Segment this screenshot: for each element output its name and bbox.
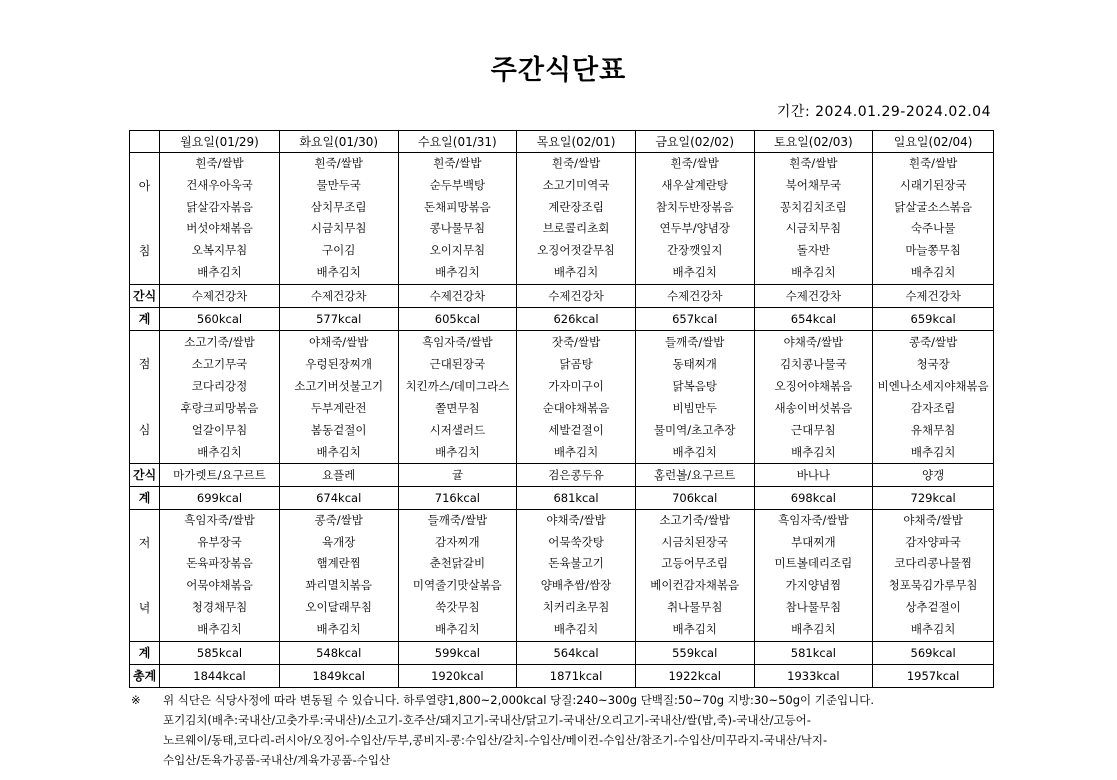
menu-item: 쑥갓무침	[435, 599, 480, 614]
menu-item: 가지양념찜	[785, 578, 842, 593]
day-header: 월요일(01/29)	[160, 131, 280, 153]
menu-item: 흑임자죽/쌀밥	[778, 512, 849, 527]
note-mark: ※	[131, 693, 141, 707]
period-range: 기간: 2024.01.29-2024.02.04	[776, 104, 991, 120]
menu-item: 콩죽/쌀밥	[908, 334, 958, 349]
menu-item: 감자조림	[910, 400, 956, 415]
menu-item: 베이컨감자채볶음	[650, 578, 740, 593]
notes	[131, 690, 961, 770]
menu-item: 순대야채볶음	[542, 400, 610, 415]
dinner-cell	[517, 509, 636, 641]
menu-item: 참나물무침	[785, 599, 842, 614]
page-title: 주간식단표	[490, 55, 627, 86]
snack2-value: 검은콩두유	[517, 463, 636, 486]
breakfast-cell	[754, 153, 873, 285]
breakfast-label-char: 침	[138, 244, 151, 259]
menu-item: 배추김치	[910, 264, 956, 279]
menu-item: 상추겉절이	[905, 599, 961, 614]
menu-item: 두부계란전	[310, 400, 367, 415]
menu-item: 시금치무침	[310, 221, 367, 236]
note-line: 위 식단은 식당사정에 따라 변동될 수 있습니다. 하루열량1,800~2,000kcal 당질:240~300g 단백질:50~70g 지방:30~50g이 기준입니다.	[163, 693, 875, 707]
menu-item: 콩나물무침	[429, 221, 486, 236]
total2-value: 674kcal	[279, 486, 398, 509]
total2-value: 716kcal	[398, 486, 517, 509]
menu-item: 청국장	[916, 356, 950, 371]
menu-item: 북어채무국	[785, 177, 842, 192]
menu-item: 들깨죽/쌀밥	[665, 334, 725, 349]
menu-item: 참치두반장볶음	[655, 199, 734, 214]
snack2-value: 마가렛트/요구르트	[160, 463, 280, 486]
menu-item: 오복지무침	[191, 243, 248, 258]
total1-value: 654kcal	[754, 307, 873, 330]
menu-item: 흰죽/쌀밥	[670, 156, 719, 170]
menu-item: 돈채피망볶음	[424, 199, 491, 214]
snack2-value: 요플레	[279, 463, 398, 486]
menu-item: 배추김치	[197, 444, 242, 459]
menu-item: 오징어젓갈무침	[537, 243, 615, 258]
total1-value: 560kcal	[160, 307, 280, 330]
breakfast-label	[130, 153, 160, 285]
menu-item: 근대무침	[791, 422, 836, 437]
breakfast-label-char: 아	[138, 179, 151, 194]
grand_total-value: 1933kcal	[754, 664, 873, 687]
total3-value: 569kcal	[873, 641, 994, 664]
menu-item: 근대된장국	[429, 356, 486, 371]
total3-value: 548kcal	[279, 641, 398, 664]
dinner-cell	[873, 509, 994, 641]
lunch-cell	[398, 330, 517, 463]
menu-item: 부대찌개	[791, 534, 836, 549]
menu-item: 마늘쫑무침	[905, 243, 961, 258]
total3-value: 599kcal	[398, 641, 517, 664]
day-header: 토요일(02/03)	[754, 131, 873, 153]
menu-item: 배추김치	[435, 444, 480, 459]
menu-item: 배추김치	[316, 444, 361, 459]
lunch-cell	[160, 330, 280, 463]
menu-item: 배추김치	[910, 444, 956, 459]
total1-value: 605kcal	[398, 307, 517, 330]
menu-item: 배추김치	[553, 444, 599, 459]
menu-item: 닭살굴소스볶음	[894, 199, 972, 214]
menu-item: 배추김치	[435, 621, 480, 636]
menu-item: 닭복음탕	[672, 378, 717, 393]
snack2-value: 바나나	[754, 463, 873, 486]
snack1-value: 수제건강차	[160, 284, 280, 307]
menu-item: 춘천닭갈비	[429, 556, 486, 571]
note-line: 수입산/돈육가공품-국내산/계육가공품-수입산	[163, 753, 391, 767]
menu-item: 흰죽/쌀밥	[314, 156, 363, 170]
menu-item: 햄계란찜	[316, 556, 361, 571]
total2-label: 계	[130, 486, 160, 509]
menu-item: 계란장조림	[548, 199, 604, 214]
menu-item: 물만두국	[316, 177, 361, 192]
menu-item: 오징어야채볶음	[774, 378, 853, 393]
menu-item: 배추김치	[672, 621, 717, 636]
menu-item: 배추김치	[435, 264, 480, 279]
menu-item: 배추김치	[672, 264, 717, 279]
dinner-label-char: 저	[138, 536, 151, 551]
lunch-label-char: 심	[138, 423, 151, 438]
total2-value: 729kcal	[873, 486, 994, 509]
menu-item: 닭곰탕	[559, 356, 593, 371]
menu-item: 유채무침	[910, 422, 956, 437]
lunch-cell	[754, 330, 873, 463]
menu-item: 오이지무침	[429, 243, 486, 258]
menu-item: 꽁치김치조림	[780, 199, 847, 214]
corner-cell	[130, 131, 160, 153]
lunch-cell	[873, 330, 994, 463]
menu-item: 청포묵김가루무침	[888, 578, 978, 593]
menu-item: 돈육불고기	[548, 556, 604, 571]
day-header-row	[130, 131, 994, 153]
total3-value: 564kcal	[517, 641, 636, 664]
snack1-value: 수제건강차	[398, 284, 517, 307]
menu-item: 코다리콩나물찜	[894, 556, 972, 571]
menu-item: 고등어무조림	[661, 556, 729, 571]
menu-item: 배추김치	[316, 264, 361, 279]
menu-item: 브로콜리초회	[542, 221, 610, 236]
day-header: 화요일(01/30)	[279, 131, 398, 153]
menu-item: 배추김치	[316, 621, 361, 636]
menu-item: 흰죽/쌀밥	[195, 156, 244, 170]
breakfast-cell	[635, 153, 754, 285]
menu-item: 흰죽/쌀밥	[433, 156, 482, 170]
menu-item: 시저샐러드	[429, 422, 486, 437]
menu-item: 배추김치	[553, 621, 599, 636]
dinner-cell	[279, 509, 398, 641]
menu-item: 시금치무침	[785, 221, 842, 236]
menu-item: 감자찌개	[435, 534, 480, 549]
snack2-value: 귤	[398, 463, 517, 486]
menu-item: 양배추쌈/쌈장	[540, 578, 612, 593]
menu-item: 배추김치	[791, 264, 836, 279]
menu-item: 육개장	[322, 534, 356, 549]
menu-item: 야채죽/쌀밥	[783, 334, 844, 349]
lunch-label	[130, 330, 160, 463]
lunch-cell	[517, 330, 636, 463]
total3-label: 계	[130, 641, 160, 664]
menu-item: 미트볼데리조림	[774, 556, 853, 571]
total3-row	[130, 641, 994, 664]
grand_total-value: 1871kcal	[517, 664, 636, 687]
breakfast-cell	[160, 153, 280, 285]
breakfast-cell	[279, 153, 398, 285]
menu-item: 흰죽/쌀밥	[551, 156, 601, 170]
menu-item: 비엔나소세지야채볶음	[877, 378, 989, 393]
menu-item: 감자양파국	[905, 534, 961, 549]
total1-value: 659kcal	[873, 307, 994, 330]
total1-value: 626kcal	[517, 307, 636, 330]
menu-item: 삼치무조림	[310, 199, 367, 214]
day-header: 목요일(02/01)	[517, 131, 636, 153]
menu-item: 시금치된장국	[661, 534, 729, 549]
total3-value: 559kcal	[635, 641, 754, 664]
menu-item: 연두부/양념장	[659, 221, 730, 236]
menu-item: 콩죽/쌀밥	[314, 512, 363, 527]
lunch-cell	[635, 330, 754, 463]
grand_total-label: 총계	[130, 664, 160, 687]
menu-item: 돈육파장볶음	[186, 556, 253, 571]
dinner-label	[130, 509, 160, 641]
total1-label: 계	[130, 307, 160, 330]
menu-item: 치킨까스/데미그라스	[405, 378, 510, 393]
menu-item: 시래기된장국	[899, 177, 967, 192]
day-header: 수요일(01/31)	[398, 131, 517, 153]
menu-item: 닭살감자볶음	[186, 199, 253, 214]
breakfast-row	[130, 153, 994, 285]
menu-item: 들깨죽/쌀밥	[427, 512, 488, 527]
menu-item: 후랑크피망볶음	[180, 400, 259, 415]
menu-item: 동태찌개	[672, 356, 717, 371]
menu-item: 우렁된장찌개	[305, 356, 373, 371]
menu-item: 소고기미역국	[542, 177, 610, 192]
snack1-label: 간식	[130, 284, 160, 307]
menu-item: 비빔만두	[672, 400, 717, 415]
total2-row	[130, 486, 994, 509]
breakfast-cell	[517, 153, 636, 285]
menu-item: 배추김치	[910, 621, 956, 636]
menu-item: 잣죽/쌀밥	[551, 334, 601, 349]
total2-value: 706kcal	[635, 486, 754, 509]
menu-item: 구이김	[322, 243, 356, 258]
dinner-cell	[635, 509, 754, 641]
menu-item: 새우살계란탕	[661, 177, 729, 192]
menu-item: 돌자반	[796, 243, 831, 258]
menu-item: 꽈리멸치볶음	[305, 578, 373, 593]
menu-item: 배추김치	[791, 444, 836, 459]
menu-item: 버섯야채볶음	[186, 221, 253, 236]
lunch-row	[130, 330, 994, 463]
menu-item: 순두부백탕	[429, 177, 486, 192]
dinner-label-char: 녁	[138, 601, 151, 616]
day-header: 일요일(02/04)	[873, 131, 994, 153]
total2-value: 698kcal	[754, 486, 873, 509]
total2-value: 681kcal	[517, 486, 636, 509]
total1-value: 577kcal	[279, 307, 398, 330]
menu-item: 배추김치	[197, 621, 242, 636]
menu-item: 야채죽/쌀밥	[308, 334, 369, 349]
total1-row	[130, 307, 994, 330]
snack1-value: 수제건강차	[635, 284, 754, 307]
weekly-menu-table	[129, 130, 994, 688]
total3-value: 585kcal	[160, 641, 280, 664]
total3-value: 581kcal	[754, 641, 873, 664]
lunch-cell	[279, 330, 398, 463]
menu-item: 어묵쑥갓탕	[548, 534, 604, 549]
menu-item: 미역줄기맛살볶음	[412, 578, 502, 593]
snack2-value: 양갱	[873, 463, 994, 486]
note-line: 포기김치(배추:국내산/고춧가루:국내산)/소고기-호주산/돼지고기-국내산/닭고기-국내산/오리고기-국내산/쌀(밥,죽)-국내산/고등어-	[163, 713, 811, 727]
menu-item: 가자미구이	[548, 378, 604, 393]
menu-item: 흰죽/쌀밥	[908, 156, 958, 170]
menu-item: 봄동겉절이	[310, 422, 367, 437]
menu-item: 청경채무침	[191, 599, 248, 614]
menu-item: 세발겉절이	[548, 422, 604, 437]
snack1-value: 수제건강차	[754, 284, 873, 307]
grand_total-value: 1920kcal	[398, 664, 517, 687]
grand_total-value: 1922kcal	[635, 664, 754, 687]
day-header: 금요일(02/02)	[635, 131, 754, 153]
menu-item: 건새우아욱국	[186, 177, 253, 192]
total1-value: 657kcal	[635, 307, 754, 330]
snack2-label: 간식	[130, 463, 160, 486]
dinner-cell	[754, 509, 873, 641]
menu-item: 어묵야채볶음	[186, 578, 253, 593]
menu-item: 숙주나물	[910, 221, 956, 236]
menu-item: 새송이버섯볶음	[774, 400, 853, 415]
menu-item: 흑임자죽/쌀밥	[184, 512, 255, 527]
breakfast-cell	[873, 153, 994, 285]
menu-item: 얼갈이무침	[191, 422, 248, 437]
snack2-row	[130, 463, 994, 486]
snack1-value: 수제건강차	[517, 284, 636, 307]
menu-item: 취나물무침	[666, 599, 723, 614]
menu-item: 유부장국	[197, 534, 242, 549]
total2-value: 699kcal	[160, 486, 280, 509]
dinner-cell	[398, 509, 517, 641]
dinner-cell	[160, 509, 280, 641]
breakfast-cell	[398, 153, 517, 285]
menu-item: 야채죽/쌀밥	[546, 512, 606, 527]
menu-item: 배추김치	[197, 264, 242, 279]
note-line: 노르웨이/동태,코다리-러시아/오징어-수입산/두부,콩비지-콩:수입산/갈치-수입산/베이컨-수입산/참조기-수입산/미꾸라지-국내산/낙지-	[163, 733, 828, 747]
menu-item: 배추김치	[791, 621, 836, 636]
menu-item: 소고기버섯불고기	[294, 378, 384, 393]
menu-item: 야채죽/쌀밥	[903, 512, 963, 527]
lunch-label-char: 점	[138, 357, 151, 372]
menu-item: 소고기죽/쌀밥	[184, 334, 255, 349]
menu-item: 코다리강정	[191, 378, 248, 393]
menu-item: 간장깻잎지	[666, 243, 723, 258]
menu-item: 흑임자죽/쌀밥	[422, 334, 493, 349]
menu-item: 흰죽/쌀밥	[789, 156, 838, 170]
menu-item: 쫄면무침	[435, 400, 480, 415]
grand_total-row	[130, 664, 994, 687]
snack2-value: 홈런볼/요구르트	[635, 463, 754, 486]
menu-item: 물미역/초고추장	[653, 422, 736, 437]
menu-item: 배추김치	[672, 444, 717, 459]
menu-item: 배추김치	[553, 264, 599, 279]
grand_total-value: 1849kcal	[279, 664, 398, 687]
dinner-row	[130, 509, 994, 641]
grand_total-value: 1957kcal	[873, 664, 994, 687]
menu-item: 소고기죽/쌀밥	[659, 512, 730, 527]
snack1-value: 수제건강차	[279, 284, 398, 307]
menu-item: 치커리초무침	[542, 599, 610, 614]
snack1-value: 수제건강차	[873, 284, 994, 307]
grand_total-value: 1844kcal	[160, 664, 280, 687]
menu-item: 김치콩나물국	[780, 356, 847, 371]
menu-item: 오이달래무침	[305, 599, 373, 614]
snack1-row	[130, 284, 994, 307]
menu-item: 소고기무국	[191, 356, 248, 371]
